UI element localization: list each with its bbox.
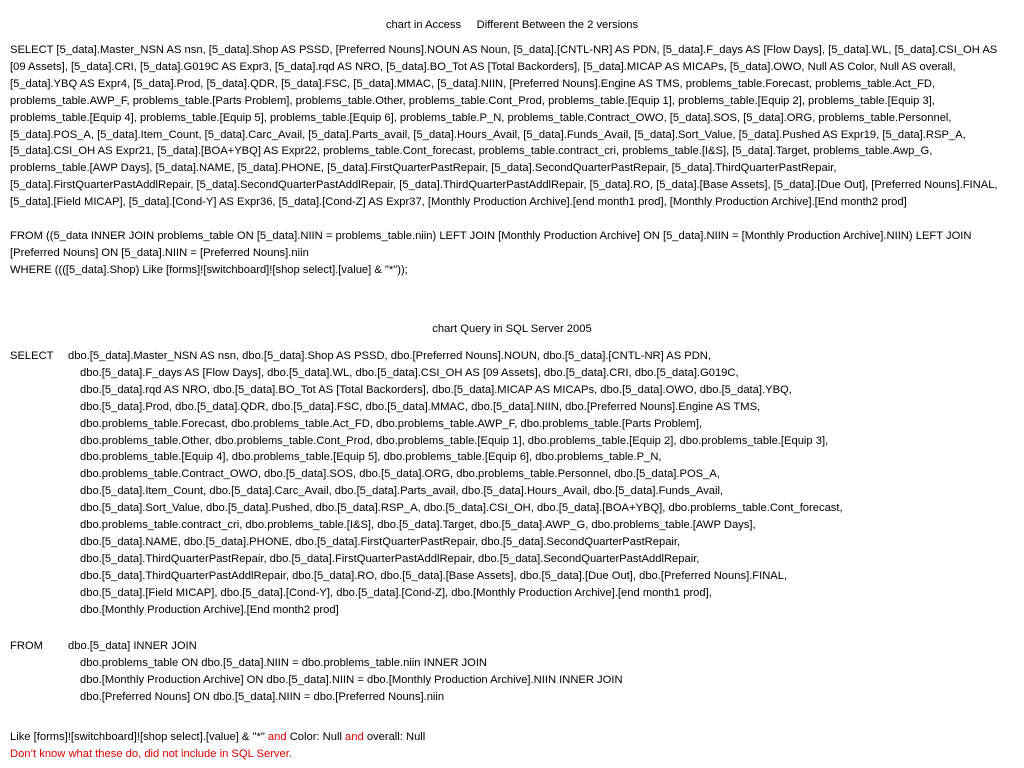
sql-server-select-block: [10, 348, 1015, 619]
select-line: dbo.[5_data].Master_NSN AS nsn, dbo.[5_data].Shop AS PSSD, dbo.[Preferred Nouns].NOUN, dbo.[5_data].[CNTL-NR] AS PDN,: [68, 350, 711, 362]
select-line: dbo.[Monthly Production Archive].[End month2 prod]: [80, 603, 339, 616]
sql-server-heading: chart Query in SQL Server 2005: [432, 323, 592, 335]
access-query-block: [10, 42, 1015, 279]
select-line: dbo.[5_data].ThirdQuarterPastAddlRepair, dbo.[5_data].RO, dbo.[5_data].[Base Assets], dbo.[5_data].[Due Out], dbo.[Preferred Nouns].FINAL,: [80, 569, 788, 582]
select-line: dbo.problems_table.contract_cri, dbo.problems_table.[I&S], dbo.[5_data].Target, dbo.[5_data].AWP_G, dbo.problems_table.[AWP Days],: [80, 519, 756, 532]
overall-null: overall: Null: [363, 731, 426, 743]
access-where-clause: WHERE ((([5_data].Shop) Like [forms]![switchboard]![shop select].[value] & "*"));: [10, 263, 408, 276]
select-line: dbo.[5_data].ThirdQuarterPastRepair, dbo.[5_data].FirstQuarterPastAddlRepair, dbo.[5_data].SecondQuarterPastAddlRepair,: [80, 552, 700, 565]
access-from-clause: FROM ((5_data INNER JOIN problems_table ON [5_data].NIIN = problems_table.niin) LEFT JOIN [Monthly Production Archive] ON [5_data].NIIN = [Monthly Production Archive].NIIN) LEFT JOIN [Preferred Nouns] ON [5_data].NIIN = [Preferred Nouns].niin: [10, 230, 972, 259]
select-keyword: SELECT: [10, 350, 54, 362]
and-keyword: and: [345, 731, 364, 743]
from-line: dbo.[Preferred Nouns] ON dbo.[5_data].NIIN = dbo.[Preferred Nouns].niin: [80, 690, 445, 703]
from-keyword: FROM: [10, 640, 43, 652]
select-line: dbo.[5_data].F_days AS [Flow Days], dbo.[5_data].WL, dbo.[5_data].CSI_OH AS [09 Assets], dbo.[5_data].CRI, dbo.[5_data].G019C,: [80, 366, 739, 379]
like-expression: Like [forms]![switchboard]![shop select].[value] & "*": [10, 731, 268, 743]
warning-note: Don’t know what these do, did not include in SQL Server.: [10, 747, 292, 760]
select-line: dbo.[5_data].[Field MICAP], dbo.[5_data].[Cond-Y], dbo.[5_data].[Cond-Z], dbo.[Monthly Production Archive].[end month1 prod],: [80, 586, 712, 599]
excluded-fields-line: [10, 729, 1015, 746]
from-line: dbo.[5_data] INNER JOIN: [68, 640, 197, 652]
select-lines: [68, 348, 1015, 619]
from-line: dbo.[Monthly Production Archive] ON dbo.[5_data].NIIN = dbo.[Monthly Production Archive].NIIN INNER JOIN: [80, 673, 623, 686]
select-line: dbo.[5_data].NAME, dbo.[5_data].PHONE, dbo.[5_data].FirstQuarterPastRepair, dbo.[5_data].SecondQuarterPastRepair,: [80, 535, 681, 548]
from-lines: [68, 638, 1015, 706]
select-line: dbo.[5_data].rqd AS NRO, dbo.[5_data].BO_Tot AS [Total Backorders], dbo.[5_data].MICAP AS MICAPs, dbo.[5_data].OWO, dbo.[5_data].YBQ,: [80, 383, 792, 396]
select-line: dbo.[5_data].Prod, dbo.[5_data].QDR, dbo.[5_data].FSC, dbo.[5_data].MMAC, dbo.[5_data].NIIN, dbo.[Preferred Nouns].Engine AS TMS,: [80, 400, 761, 413]
access-select-clause: SELECT [5_data].Master_NSN AS nsn, [5_data].Shop AS PSSD, [Preferred Nouns].NOUN AS Noun, [5_data].[CNTL-NR] AS PDN, [5_data].F_days AS [Flow Days], [5_data].WL, [5_data].CSI_OH AS [09 Assets], [5_data].CRI, [5_data].G019C AS Expr3, [5_data].rqd AS NRO, [5_data].BO_Tot AS [Total Backorders], [5_data].MICAP AS MICAPs, [5_data].OWO, Null AS Color, Null AS overall, [5_data].YBQ AS Expr4, [5_data].Prod, [5_data].QDR, [5_data].FSC, [5_data].MMAC, [5_data].NIIN, [Preferred Nouns].Engine AS TMS, problems_table.Forecast, problems_table.Act_FD, problems_table.AWP_F, problems_table.[Parts Problem], problems_table.Other, problems_table.Cont_Prod, problems_table.[Equip 1], problems_table.[Equip 2], problems_table.[Equip 3], problems_table.[Equip 4], problems_table.[Equip 5], problems_table.[Equip 6], problems_table.P_N, problems_table.Contract_OWO, [5_data].SOS, [5_data].ORG, problems_table.Personnel, [5_data].POS_A, [5_data].Item_Count, [5_data].Carc_Avail, [5_data].Parts_avail, [5_data].Hours_Avail, [5_data].Funds_Avail, [5_data].Sort_Value, [5_data].Pushed AS Expr19, [5_data].RSP_A, [5_data].CSI_OH AS Expr21, [5_data].[BOA+YBQ] AS Expr22, problems_table.Cont_forecast, problems_table.contract_cri, problems_table.[I&S], [5_data].Target, problems_table.Awp_G, problems_table.[AWP Days], [5_data].NAME, [5_data].PHONE, [5_data].FirstQuarterPastRepair, [5_data].SecondQuarterPastRepair, [5_data].ThirdQuarterPastRepair, [5_data].FirstQuarterPastAddlRepair, [5_data].SecondQuarterPastAddlRepair, [5_data].ThirdQuarterPastAddlRepair, [5_data].RO, [5_data].[Base Assets], [5_data].[Due Out], [Preferred Nouns].FINAL, [5_data].[Field MICAP], [5_data].[Cond-Y] AS Expr36, [5_data].[Cond-Z] AS Expr37, [Monthly Production Archive].[end month1 prod], [Monthly Production Archive].[End month2 prod]: [10, 44, 998, 209]
notes-block: [10, 729, 1015, 763]
select-line: dbo.[5_data].Item_Count, dbo.[5_data].Carc_Avail, dbo.[5_data].Parts_avail, dbo.[5_data].Hours_Avail, dbo.[5_data].Funds_Avail,: [80, 485, 724, 498]
select-line: dbo.problems_table.[Equip 4], dbo.problems_table.[Equip 5], dbo.problems_table.[Equip 6], dbo.problems_table.P_N,: [80, 451, 662, 464]
and-keyword: and: [267, 731, 287, 743]
color-null: Color: Null: [286, 731, 346, 743]
select-line: dbo.[5_data].Sort_Value, dbo.[5_data].Pushed, dbo.[5_data].RSP_A, dbo.[5_data].CSI_OH, dbo.[5_data].[BOA+YBQ], dbo.problems_table.Cont_forecast,: [80, 502, 843, 515]
select-line: dbo.problems_table.Contract_OWO, dbo.[5_data].SOS, dbo.[5_data].ORG, dbo.problems_table.Personnel, dbo.[5_data].POS_A,: [80, 468, 720, 481]
page-title: chart in Access Different Between the 2 versions: [385, 19, 639, 31]
select-line: dbo.problems_table.Other, dbo.problems_table.Cont_Prod, dbo.problems_table.[Equip 1], dbo.problems_table.[Equip 2], dbo.problems_table.[Equip 3],: [80, 434, 829, 447]
sql-server-from-block: [10, 638, 1015, 706]
from-line: dbo.problems_table ON dbo.[5_data].NIIN = dbo.problems_table.niin INNER JOIN: [80, 656, 488, 669]
select-line: dbo.problems_table.Forecast, dbo.problems_table.Act_FD, dbo.problems_table.AWP_F, dbo.problems_table.[Parts Problem],: [80, 417, 703, 430]
